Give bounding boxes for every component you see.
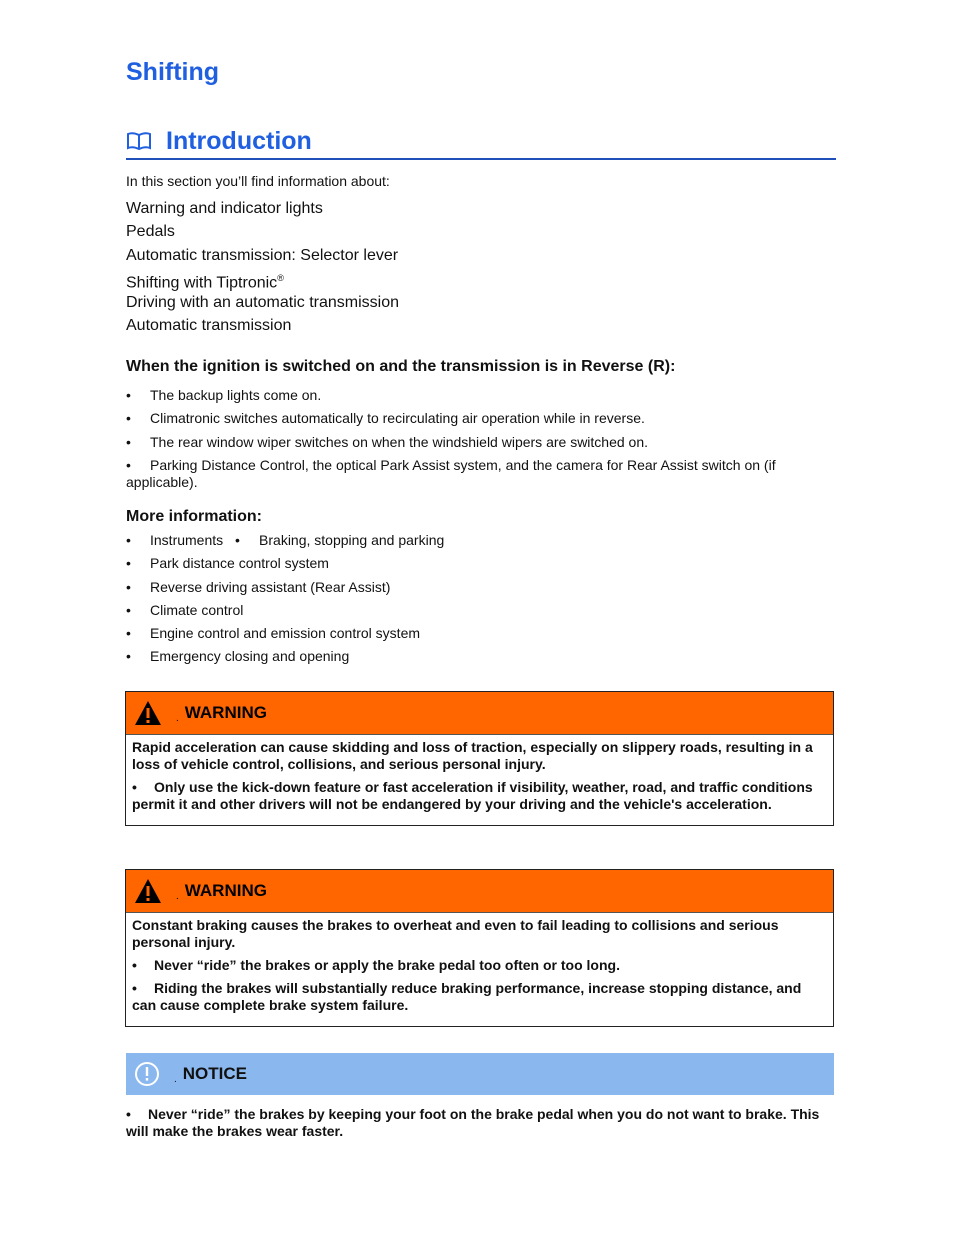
more-info-link[interactable]: Emergency closing and opening: [150, 648, 350, 665]
bullet: •: [126, 433, 131, 450]
topic-link[interactable]: Automatic transmission: [126, 316, 292, 334]
more-info-heading: More information:: [126, 508, 262, 525]
topic-link[interactable]: Pedals: [126, 223, 175, 241]
topic-list: [126, 197, 399, 337]
list-item: [126, 457, 838, 491]
bullet: •: [126, 578, 131, 595]
warning-label: WARNING: [184, 881, 267, 900]
bullet: •: [126, 648, 131, 665]
warning-bullet-text: Riding the brakes will substantially reduce braking performance, increase stopping distance, and can cause complete brake system failure.: [132, 980, 802, 1013]
bullet: •: [126, 601, 131, 618]
warning-label: WARNING: [184, 703, 267, 722]
bullet: •: [132, 779, 137, 795]
warning-box-braking: [125, 869, 834, 1027]
reverse-heading: When the ignition is switched on and the transmission is in Reverse (R):: [126, 358, 676, 375]
more-info-link[interactable]: Reverse driving assistant (Rear Assist): [150, 578, 391, 595]
header-tick: .: [174, 1073, 177, 1085]
list-item: [126, 602, 838, 619]
bullet: •: [235, 532, 240, 548]
list-item-text: The backup lights come on.: [150, 387, 322, 403]
more-info-link[interactable]: Climate control: [150, 601, 244, 618]
list-item-text: The rear window wiper switches on when the windshield wipers are switched on.: [150, 433, 649, 450]
list-item: [126, 579, 838, 596]
bullet: •: [126, 555, 131, 572]
warning-text: Constant braking causes the brakes to overheat and even to fail leading to collisions and serious personal injury.: [132, 917, 779, 950]
topic-link[interactable]: [126, 267, 399, 290]
warning-triangle-icon: [134, 700, 162, 726]
topic-link[interactable]: Automatic transmission: Selector lever: [126, 246, 399, 264]
bullet: •: [132, 957, 137, 973]
list-item: [126, 387, 838, 404]
bullet: •: [126, 532, 131, 548]
intro-heading: Introduction: [166, 126, 312, 155]
warning-body: [126, 913, 833, 1026]
list-item: [126, 410, 838, 427]
exclamation-circle-icon: [134, 1061, 160, 1087]
reverse-list: [126, 387, 838, 497]
book-icon: [126, 131, 152, 151]
registered-mark: ®: [277, 273, 284, 284]
warning-triangle-icon: [134, 878, 162, 904]
list-item-text: Parking Distance Control, the optical Park Assist system, and the camera for Rear Assist switch on (if applicable).: [126, 456, 776, 490]
topic-link[interactable]: Driving with an automatic transmission: [126, 293, 399, 311]
warning-bullet-text: Only use the kick-down feature or fast acceleration if visibility, weather, road, and traffic conditions permit it and other drivers will not be endangered by your driving and the vehicle's acceleration.: [132, 779, 813, 812]
bullet: •: [126, 387, 131, 403]
notice-body: [126, 1106, 834, 1140]
link-instruments[interactable]: Instruments: [150, 532, 224, 548]
bullet: •: [126, 625, 131, 642]
notice-header: [126, 1053, 834, 1095]
link-braking[interactable]: Braking, stopping and parking: [259, 532, 445, 548]
more-info-list: [126, 532, 838, 672]
notice-label: NOTICE: [182, 1064, 248, 1083]
bullet: •: [126, 1106, 131, 1122]
page-title: Shifting: [126, 58, 220, 86]
more-info-link[interactable]: Park distance control system: [150, 555, 329, 572]
warning-box-acceleration: [125, 691, 834, 826]
topic-link[interactable]: Warning and indicator lights: [126, 200, 323, 217]
bullet: •: [126, 456, 131, 473]
header-tick: .: [176, 712, 179, 724]
list-item: [126, 648, 838, 665]
warning-text: Rapid acceleration can cause skidding and loss of traction, especially on slippery roads, resulting in a loss of vehicle control, collisions, and serious personal injury.: [132, 739, 813, 772]
bullet: •: [126, 410, 131, 427]
warning-bullet: [132, 980, 827, 1014]
topic-link-label[interactable]: Shifting with Tiptronic: [126, 274, 278, 292]
list-item-text: Climatronic switches automatically to recirculating air operation while in reverse.: [150, 410, 645, 427]
list-item: [126, 625, 838, 642]
warning-header: [126, 870, 833, 913]
intro-section-heading: [126, 124, 836, 160]
warning-bullet: [132, 779, 827, 813]
warning-body: [126, 735, 833, 825]
list-item: [126, 555, 838, 572]
intro-subtitle: In this section you’ll find information about:: [126, 173, 390, 189]
warning-bullet: [132, 957, 827, 974]
list-item: [126, 434, 838, 451]
warning-header: [126, 692, 833, 735]
more-info-link[interactable]: Engine control and emission control system: [150, 625, 421, 642]
notice-text: Never “ride” the brakes by keeping your foot on the brake pedal when you do not want to brake. This will make the brakes wear faster.: [126, 1106, 820, 1139]
bullet: •: [132, 980, 137, 996]
warning-bullet-text: Never “ride” the brakes or apply the brake pedal too often or too long.: [154, 957, 620, 973]
list-item: [126, 532, 838, 549]
header-tick: .: [176, 890, 179, 902]
